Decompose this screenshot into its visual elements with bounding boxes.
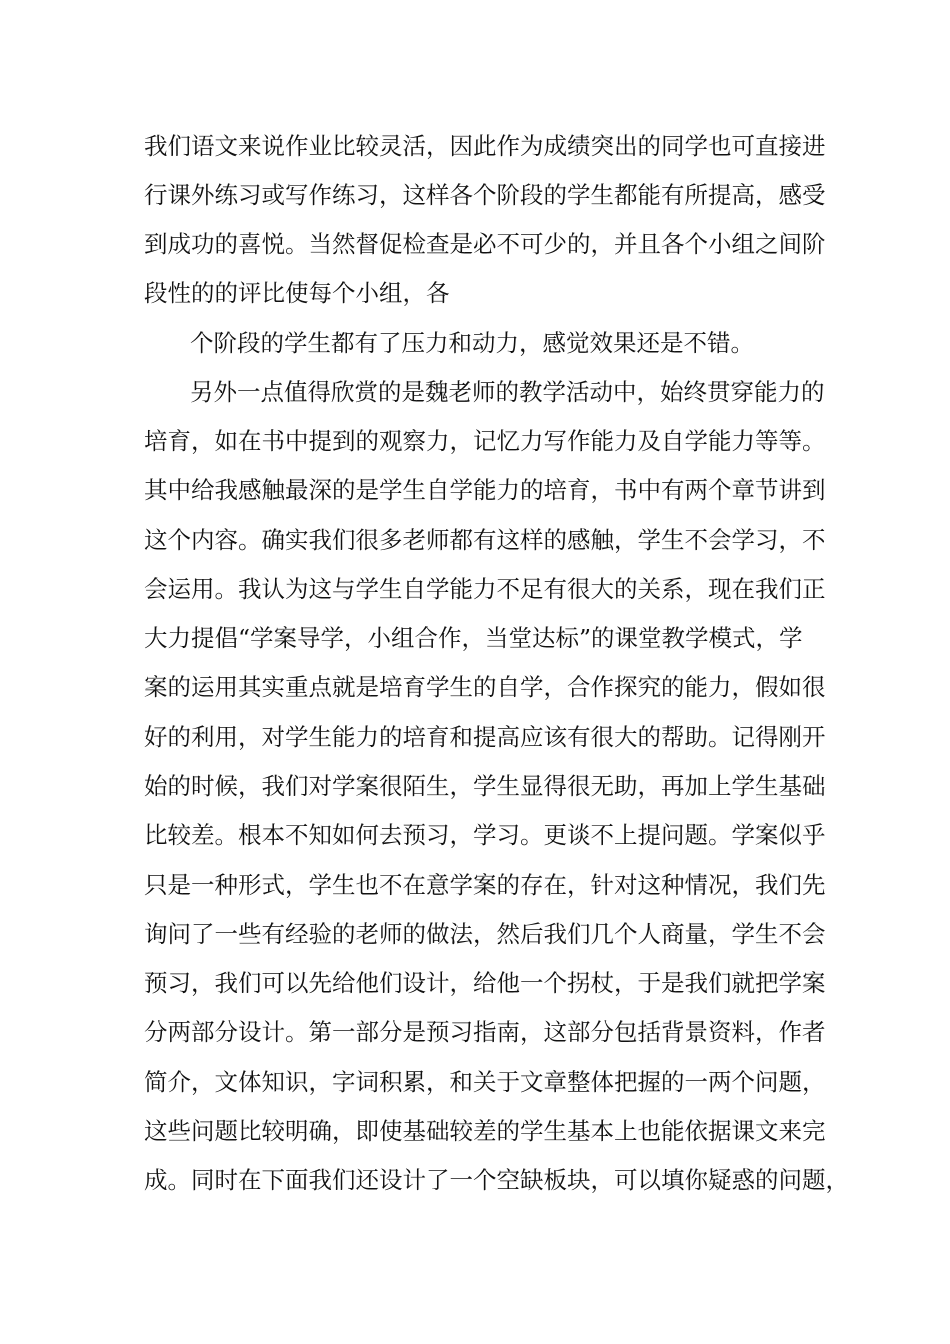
text-line-18: 预习，我们可以先给他们设计，给他一个拐杖，于是我们就把学案 bbox=[144, 969, 826, 997]
text-line-9: 这个内容。确实我们很多老师都有这样的感触，学生不会学习，不 bbox=[144, 526, 826, 554]
text-line-22: 成。同时在下面我们还设计了一个空缺板块，可以填你疑惑的问题， bbox=[144, 1166, 849, 1194]
text-line-2: 行课外练习或写作练习，这样各个阶段的学生都能有所提高，感受 bbox=[144, 181, 826, 209]
text-line-6: 另外一点值得欣赏的是魏老师的教学活动中，始终贯穿能力的 bbox=[190, 378, 825, 406]
text-line-21: 这些问题比较明确，即使基础较差的学生基本上也能依据课文来完 bbox=[144, 1117, 826, 1145]
text-line-17: 询问了一些有经验的老师的做法，然后我们几个人商量，学生不会 bbox=[144, 920, 826, 948]
text-line-15: 比较差。根本不知如何去预习，学习。更谈不上提问题。学案似乎 bbox=[144, 821, 826, 849]
text-line-5: 个阶段的学生都有了压力和动力，感觉效果还是不错。 bbox=[190, 329, 754, 357]
text-line-8: 其中给我感触最深的是学生自学能力的培育，书中有两个章节讲到 bbox=[144, 476, 826, 504]
text-line-16: 只是一种形式，学生也不在意学案的存在，针对这种情况，我们先 bbox=[144, 871, 826, 899]
text-line-19: 分两部分设计。第一部分是预习指南，这部分包括背景资料，作者 bbox=[144, 1018, 826, 1046]
text-line-3: 到成功的喜悦。当然督促检查是必不可少的，并且各个小组之间阶 bbox=[144, 230, 826, 258]
text-line-12: 案的运用其实重点就是培育学生的自学，合作探究的能力，假如很 bbox=[144, 673, 826, 701]
text-line-20: 简介，文体知识，字词积累，和关于文章整体把握的一两个问题， bbox=[144, 1068, 826, 1096]
text-line-14: 始的时候，我们对学案很陌生，学生显得很无助，再加上学生基础 bbox=[144, 772, 826, 800]
text-line-11: 大力提倡“学案导学，小组合作，当堂达标”的课堂教学模式，学 bbox=[144, 624, 803, 652]
text-line-13: 好的利用，对学生能力的培育和提高应该有很大的帮助。记得刚开 bbox=[144, 723, 826, 751]
text-line-1: 我们语文来说作业比较灵活，因此作为成绩突出的同学也可直接进 bbox=[144, 132, 826, 160]
text-line-4: 段性的的评比使每个小组，各 bbox=[144, 279, 450, 307]
text-line-7: 培育，如在书中提到的观察力，记忆力写作能力及自学能力等等。 bbox=[144, 427, 826, 455]
text-line-10: 会运用。我认为这与学生自学能力不足有很大的关系，现在我们正 bbox=[144, 575, 826, 603]
